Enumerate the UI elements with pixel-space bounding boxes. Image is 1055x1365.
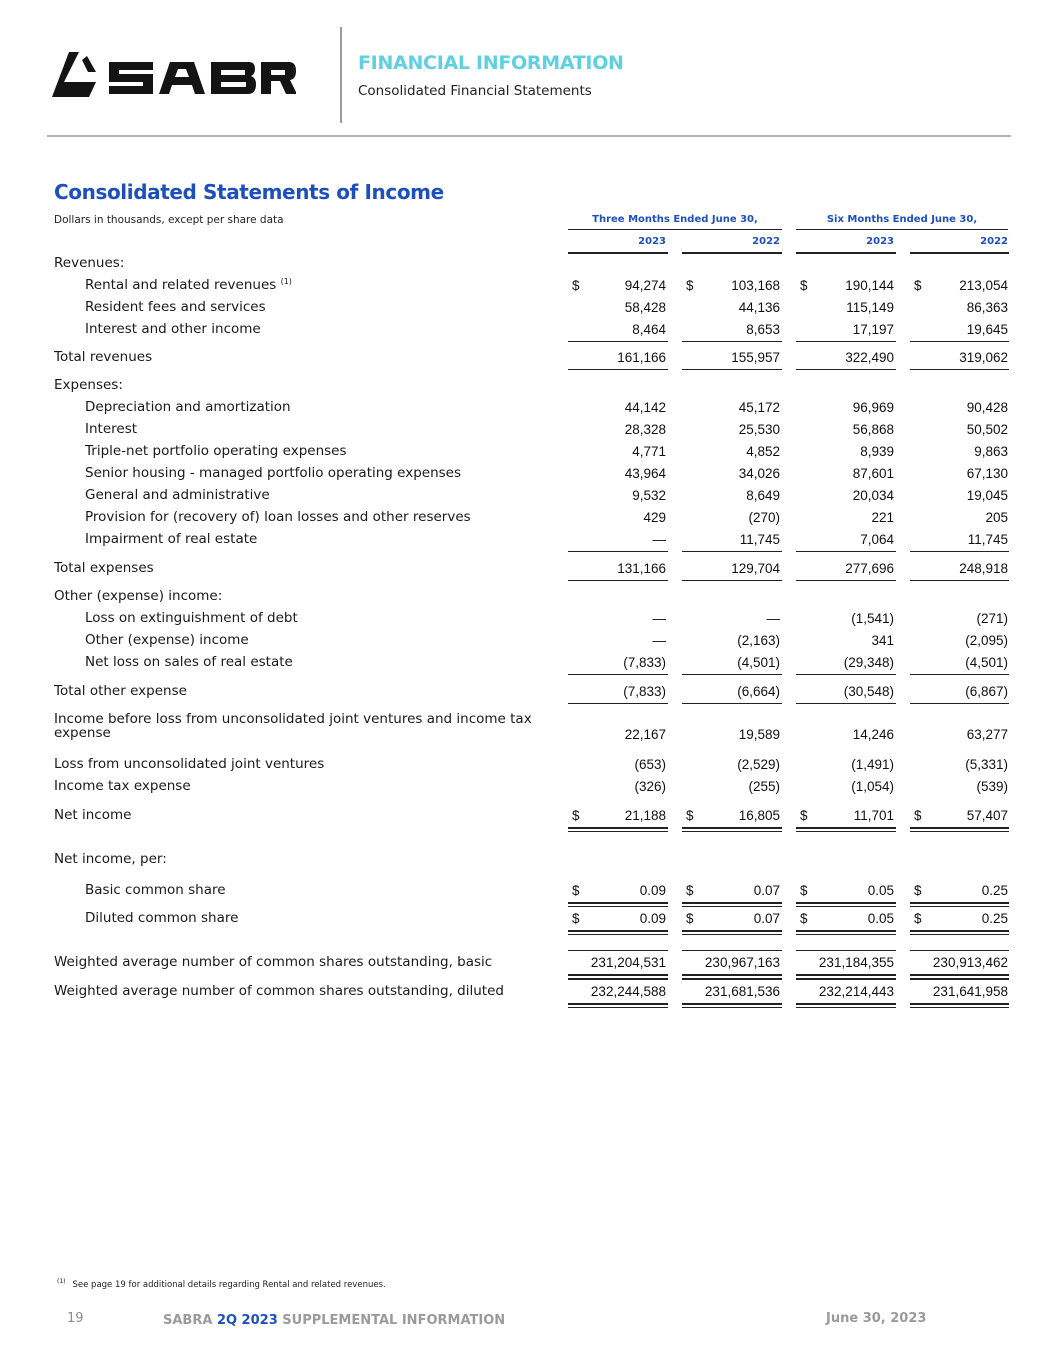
currency-symbol: $ — [686, 883, 694, 898]
table-cell: 11,701 — [853, 808, 894, 823]
table-cell: (29,348) — [843, 655, 894, 670]
currency-symbol: $ — [572, 808, 580, 823]
total-rule — [682, 950, 782, 951]
total-rule — [910, 551, 1009, 552]
row-label-text: Impairment of real estate — [85, 531, 258, 547]
row-label-text: Rental and related revenues — [85, 277, 277, 293]
table-row — [0, 531, 1055, 553]
table-cell: 58,428 — [624, 300, 666, 315]
table-cell: 87,601 — [852, 466, 894, 481]
row-label-text: Revenues: — [54, 255, 125, 271]
row-label — [85, 487, 270, 503]
table-cell: — — [652, 611, 666, 626]
table-row — [0, 465, 1055, 487]
year-header: 2023 — [638, 236, 666, 247]
table-cell: 19,589 — [738, 727, 780, 742]
footnote-ref: (1) — [280, 277, 292, 286]
year-header: 2022 — [752, 236, 780, 247]
row-label — [85, 910, 238, 926]
total-rule — [796, 580, 896, 581]
table-cell: 8,653 — [746, 322, 780, 337]
table-cell: 0.05 — [867, 883, 894, 898]
row-label-text: Diluted common share — [85, 910, 239, 926]
row-label — [54, 377, 123, 393]
table-cell: 0.09 — [639, 911, 666, 926]
table-cell: 45,172 — [738, 400, 780, 415]
table-cell: (4,501) — [737, 655, 780, 670]
total-rule — [796, 1007, 896, 1008]
table-cell: 319,062 — [959, 350, 1008, 365]
table-cell: (5,331) — [965, 757, 1008, 772]
total-rule — [910, 979, 1009, 980]
table-cell: 0.05 — [867, 911, 894, 926]
total-rule — [568, 341, 668, 342]
table-cell: 103,168 — [731, 278, 780, 293]
row-label — [85, 321, 261, 337]
table-cell: (7,833) — [623, 655, 666, 670]
table-row — [0, 882, 1055, 904]
total-rule — [568, 1003, 668, 1005]
table-cell: 231,184,355 — [818, 955, 894, 970]
total-rule — [568, 703, 668, 704]
total-rule — [796, 979, 896, 980]
row-label — [54, 983, 504, 999]
table-cell: 19,645 — [966, 322, 1008, 337]
total-rule — [682, 341, 782, 342]
table-cell: 4,771 — [632, 444, 666, 459]
table-row — [0, 349, 1055, 371]
row-label-text: Net income, per: — [54, 851, 167, 867]
row-label-text: Other (expense) income — [85, 632, 249, 648]
table-cell: (1,541) — [851, 611, 894, 626]
row-label — [85, 654, 293, 670]
total-rule — [910, 831, 1009, 832]
row-label-text: Other (expense) income: — [54, 588, 223, 604]
year-header: 2023 — [866, 236, 894, 247]
total-rule — [796, 674, 896, 675]
table-row — [0, 377, 1055, 399]
table-cell: 221 — [871, 510, 894, 525]
table-cell: (6,664) — [737, 684, 780, 699]
table-cell: 0.25 — [981, 911, 1008, 926]
currency-symbol: $ — [572, 278, 580, 293]
total-rule — [910, 674, 1009, 675]
table-cell: (326) — [634, 779, 666, 794]
table-cell: 16,805 — [738, 808, 780, 823]
table-row — [0, 421, 1055, 443]
table-cell: 231,204,531 — [590, 955, 666, 970]
total-rule — [682, 703, 782, 704]
table-cell: 67,130 — [966, 466, 1008, 481]
row-label — [85, 632, 249, 648]
page-number: 19 — [67, 1311, 84, 1326]
total-rule — [796, 974, 896, 976]
table-cell: (4,501) — [965, 655, 1008, 670]
currency-symbol: $ — [800, 911, 808, 926]
table-row — [0, 588, 1055, 610]
footnote-marker: (1) — [57, 1278, 66, 1285]
table-cell: 14,246 — [852, 727, 894, 742]
table-cell: 94,274 — [624, 278, 666, 293]
row-label — [85, 882, 226, 898]
total-rule — [682, 930, 782, 932]
table-cell: 44,142 — [624, 400, 666, 415]
currency-symbol: $ — [572, 883, 580, 898]
table-row — [0, 910, 1055, 932]
row-label — [54, 807, 131, 823]
row-label-text: Triple-net portfolio operating expenses — [85, 443, 347, 459]
footer-brand — [163, 1313, 505, 1328]
row-label-text: Expenses: — [54, 377, 123, 393]
table-cell: 4,852 — [746, 444, 780, 459]
row-label — [54, 712, 554, 740]
table-cell: 232,244,588 — [590, 984, 666, 999]
table-cell: 25,530 — [738, 422, 780, 437]
table-cell: 322,490 — [845, 350, 894, 365]
year-underline — [568, 252, 668, 254]
total-rule — [796, 551, 896, 552]
row-label-text: Senior housing - managed portfolio operating expenses — [85, 465, 462, 481]
row-label-text: Provision for (recovery of) loan losses and other reserves — [85, 509, 471, 525]
currency-symbol: $ — [914, 883, 922, 898]
row-label-text: Interest — [85, 421, 138, 437]
table-cell: 155,957 — [731, 350, 780, 365]
footer-brand-prefix: SABRA — [163, 1313, 213, 1328]
total-rule — [796, 341, 896, 342]
row-label — [85, 299, 266, 315]
footnote — [57, 1278, 386, 1290]
row-label-text: Weighted average number of common shares outstanding, basic — [54, 954, 493, 970]
table-cell: — — [766, 611, 780, 626]
total-rule — [682, 906, 782, 907]
row-label-text: Income tax expense — [54, 778, 191, 794]
table-cell: (271) — [976, 611, 1008, 626]
units-note: Dollars in thousands, except per share data — [54, 214, 284, 226]
currency-symbol: $ — [800, 808, 808, 823]
row-label-text: Total expenses — [54, 560, 154, 576]
page-title: Consolidated Statements of Income — [54, 180, 444, 204]
three-months-header: Three Months Ended June 30, — [592, 214, 758, 225]
row-label — [85, 531, 257, 547]
table-cell: — — [652, 633, 666, 648]
total-rule — [796, 827, 896, 829]
total-rule — [568, 580, 668, 581]
row-label — [85, 399, 291, 415]
table-cell: 0.07 — [753, 911, 780, 926]
table-cell: 131,166 — [617, 561, 666, 576]
table-row — [0, 778, 1055, 800]
table-cell: 231,681,536 — [704, 984, 780, 999]
table-cell: 248,918 — [959, 561, 1008, 576]
table-cell: 231,641,958 — [932, 984, 1008, 999]
row-label-text: Total revenues — [54, 349, 153, 365]
row-label — [54, 756, 324, 772]
header-divider — [340, 27, 342, 123]
total-rule — [568, 827, 668, 829]
section-heading: FINANCIAL INFORMATION — [358, 52, 624, 74]
table-cell: (2,529) — [737, 757, 780, 772]
total-rule — [682, 369, 782, 370]
six-months-underline — [796, 229, 1008, 230]
table-cell: 56,868 — [852, 422, 894, 437]
total-rule — [796, 703, 896, 704]
row-label-text: Basic common share — [85, 882, 226, 898]
row-label-text: Weighted average number of common shares outstanding, diluted — [54, 983, 504, 999]
table-cell: 230,967,163 — [704, 955, 780, 970]
row-label — [85, 465, 461, 481]
total-rule — [568, 551, 668, 552]
total-rule — [682, 580, 782, 581]
table-cell: 0.25 — [981, 883, 1008, 898]
table-cell: 205 — [985, 510, 1008, 525]
row-label-text: Interest and other income — [85, 321, 261, 337]
total-rule — [910, 974, 1009, 976]
total-rule — [796, 1003, 896, 1005]
year-underline — [682, 252, 782, 254]
row-label — [54, 588, 222, 604]
row-label — [54, 851, 167, 867]
currency-symbol: $ — [914, 808, 922, 823]
row-label — [54, 954, 492, 970]
table-row — [0, 954, 1055, 976]
total-rule — [682, 934, 782, 935]
total-rule — [910, 902, 1009, 904]
table-row — [0, 509, 1055, 531]
table-row — [0, 756, 1055, 778]
table-cell: 8,464 — [632, 322, 666, 337]
row-label — [54, 255, 124, 271]
total-rule — [910, 580, 1009, 581]
total-rule — [796, 930, 896, 932]
table-row — [0, 711, 1055, 742]
total-rule — [682, 902, 782, 904]
table-row — [0, 654, 1055, 676]
table-cell: 11,745 — [967, 532, 1008, 547]
row-label-text: Loss on extinguishment of debt — [85, 610, 298, 626]
table-row — [0, 851, 1055, 873]
table-cell: 21,188 — [624, 808, 666, 823]
total-rule — [568, 831, 668, 832]
table-row — [0, 443, 1055, 465]
row-label — [54, 560, 154, 576]
table-cell: 429 — [643, 510, 666, 525]
table-cell: 63,277 — [966, 727, 1008, 742]
table-cell: 17,197 — [852, 322, 894, 337]
table-row — [0, 560, 1055, 582]
table-cell: 161,166 — [617, 350, 666, 365]
sabra-logo — [52, 52, 296, 98]
table-cell: 8,649 — [746, 488, 780, 503]
currency-symbol: $ — [914, 911, 922, 926]
table-cell: 7,064 — [860, 532, 894, 547]
total-rule — [910, 341, 1009, 342]
year-header: 2022 — [980, 236, 1008, 247]
footer-brand-highlight: 2Q 2023 — [216, 1313, 278, 1328]
total-rule — [910, 703, 1009, 704]
year-underline — [910, 252, 1009, 254]
table-cell: (539) — [976, 779, 1008, 794]
total-rule — [796, 902, 896, 904]
table-cell: (2,163) — [737, 633, 780, 648]
total-rule — [568, 906, 668, 907]
table-cell: 11,745 — [739, 532, 780, 547]
table-row — [0, 807, 1055, 829]
table-row — [0, 321, 1055, 343]
total-rule — [568, 930, 668, 932]
table-cell: (1,054) — [851, 779, 894, 794]
table-cell: 20,034 — [852, 488, 894, 503]
table-cell: (653) — [634, 757, 666, 772]
currency-symbol: $ — [572, 911, 580, 926]
table-cell: 9,532 — [632, 488, 666, 503]
table-cell: 96,969 — [852, 400, 894, 415]
total-rule — [682, 1007, 782, 1008]
total-rule — [682, 1003, 782, 1005]
table-cell: 115,149 — [846, 300, 894, 315]
row-label-text: Income before loss from unconsolidated joint ventures and income tax expense — [54, 711, 532, 741]
total-rule — [568, 674, 668, 675]
table-row — [0, 610, 1055, 632]
currency-symbol: $ — [686, 278, 694, 293]
table-cell: 22,167 — [624, 727, 666, 742]
total-rule — [910, 950, 1009, 951]
total-rule — [796, 831, 896, 832]
row-label-text: Resident fees and services — [85, 299, 266, 315]
table-cell: (255) — [748, 779, 780, 794]
table-cell: — — [652, 532, 666, 547]
row-label — [85, 421, 137, 437]
total-rule — [568, 979, 668, 980]
footnote-text: See page 19 for additional details regarding Rental and related revenues. — [72, 1279, 386, 1290]
currency-symbol: $ — [800, 883, 808, 898]
row-label — [54, 778, 191, 794]
table-cell: (1,491) — [851, 757, 894, 772]
table-cell: 50,502 — [966, 422, 1008, 437]
table-row — [0, 255, 1055, 277]
row-label-text: Total other expense — [54, 683, 187, 699]
table-cell: 57,407 — [966, 808, 1008, 823]
row-label-text: Depreciation and amortization — [85, 399, 291, 415]
table-row — [0, 399, 1055, 421]
three-months-underline — [568, 229, 782, 230]
total-rule — [568, 974, 668, 976]
table-row — [0, 487, 1055, 509]
table-cell: 0.09 — [639, 883, 666, 898]
table-row — [0, 683, 1055, 705]
total-rule — [910, 906, 1009, 907]
row-label-text: Net income — [54, 807, 132, 823]
table-row — [0, 632, 1055, 654]
table-cell: 28,328 — [624, 422, 666, 437]
total-rule — [682, 827, 782, 829]
total-rule — [568, 902, 668, 904]
total-rule — [910, 930, 1009, 932]
row-label — [85, 610, 298, 626]
total-rule — [682, 551, 782, 552]
footer-date: June 30, 2023 — [826, 1311, 927, 1326]
row-label-text: Net loss on sales of real estate — [85, 654, 293, 670]
table-row — [0, 983, 1055, 1005]
header-rule — [47, 135, 1011, 137]
table-cell: 8,939 — [860, 444, 894, 459]
total-rule — [796, 369, 896, 370]
table-cell: 232,214,443 — [818, 984, 894, 999]
table-cell: 277,696 — [845, 561, 894, 576]
total-rule — [796, 906, 896, 907]
total-rule — [796, 950, 896, 951]
table-cell: (6,867) — [965, 684, 1008, 699]
currency-symbol: $ — [914, 278, 922, 293]
table-cell: (270) — [748, 510, 780, 525]
row-label — [85, 277, 292, 293]
total-rule — [568, 1007, 668, 1008]
currency-symbol: $ — [686, 808, 694, 823]
total-rule — [568, 369, 668, 370]
footer-brand-suffix: SUPPLEMENTAL INFORMATION — [282, 1313, 506, 1328]
currency-symbol: $ — [800, 278, 808, 293]
table-row — [0, 277, 1055, 299]
table-cell: 19,045 — [966, 488, 1008, 503]
table-cell: 43,964 — [624, 466, 666, 481]
row-label — [54, 683, 187, 699]
table-cell: (30,548) — [843, 684, 894, 699]
table-cell: 190,144 — [845, 278, 894, 293]
table-row — [0, 299, 1055, 321]
six-months-header: Six Months Ended June 30, — [826, 214, 978, 225]
table-cell: 86,363 — [966, 300, 1008, 315]
table-cell: 90,428 — [966, 400, 1008, 415]
currency-symbol: $ — [686, 911, 694, 926]
section-subtitle: Consolidated Financial Statements — [358, 83, 592, 99]
total-rule — [910, 1003, 1009, 1005]
total-rule — [682, 979, 782, 980]
total-rule — [568, 950, 668, 951]
total-rule — [682, 831, 782, 832]
table-cell: (7,833) — [623, 684, 666, 699]
table-cell: 230,913,462 — [932, 955, 1008, 970]
year-underline — [796, 252, 896, 254]
table-cell: 34,026 — [738, 466, 780, 481]
total-rule — [682, 974, 782, 976]
total-rule — [796, 934, 896, 935]
total-rule — [910, 827, 1009, 829]
total-rule — [568, 934, 668, 935]
table-cell: 129,704 — [731, 561, 780, 576]
row-label-text: Loss from unconsolidated joint ventures — [54, 756, 325, 772]
sabra-logo-mark — [52, 52, 296, 98]
row-label-text: General and administrative — [85, 487, 270, 503]
total-rule — [910, 1007, 1009, 1008]
row-label — [85, 509, 471, 525]
row-label — [54, 349, 152, 365]
table-cell: 0.07 — [753, 883, 780, 898]
table-cell: 9,863 — [974, 444, 1008, 459]
table-cell: 213,054 — [959, 278, 1008, 293]
total-rule — [910, 369, 1009, 370]
total-rule — [910, 934, 1009, 935]
row-label — [85, 443, 347, 459]
table-cell: 44,136 — [738, 300, 780, 315]
table-cell: 341 — [871, 633, 894, 648]
total-rule — [682, 674, 782, 675]
table-cell: (2,095) — [965, 633, 1008, 648]
